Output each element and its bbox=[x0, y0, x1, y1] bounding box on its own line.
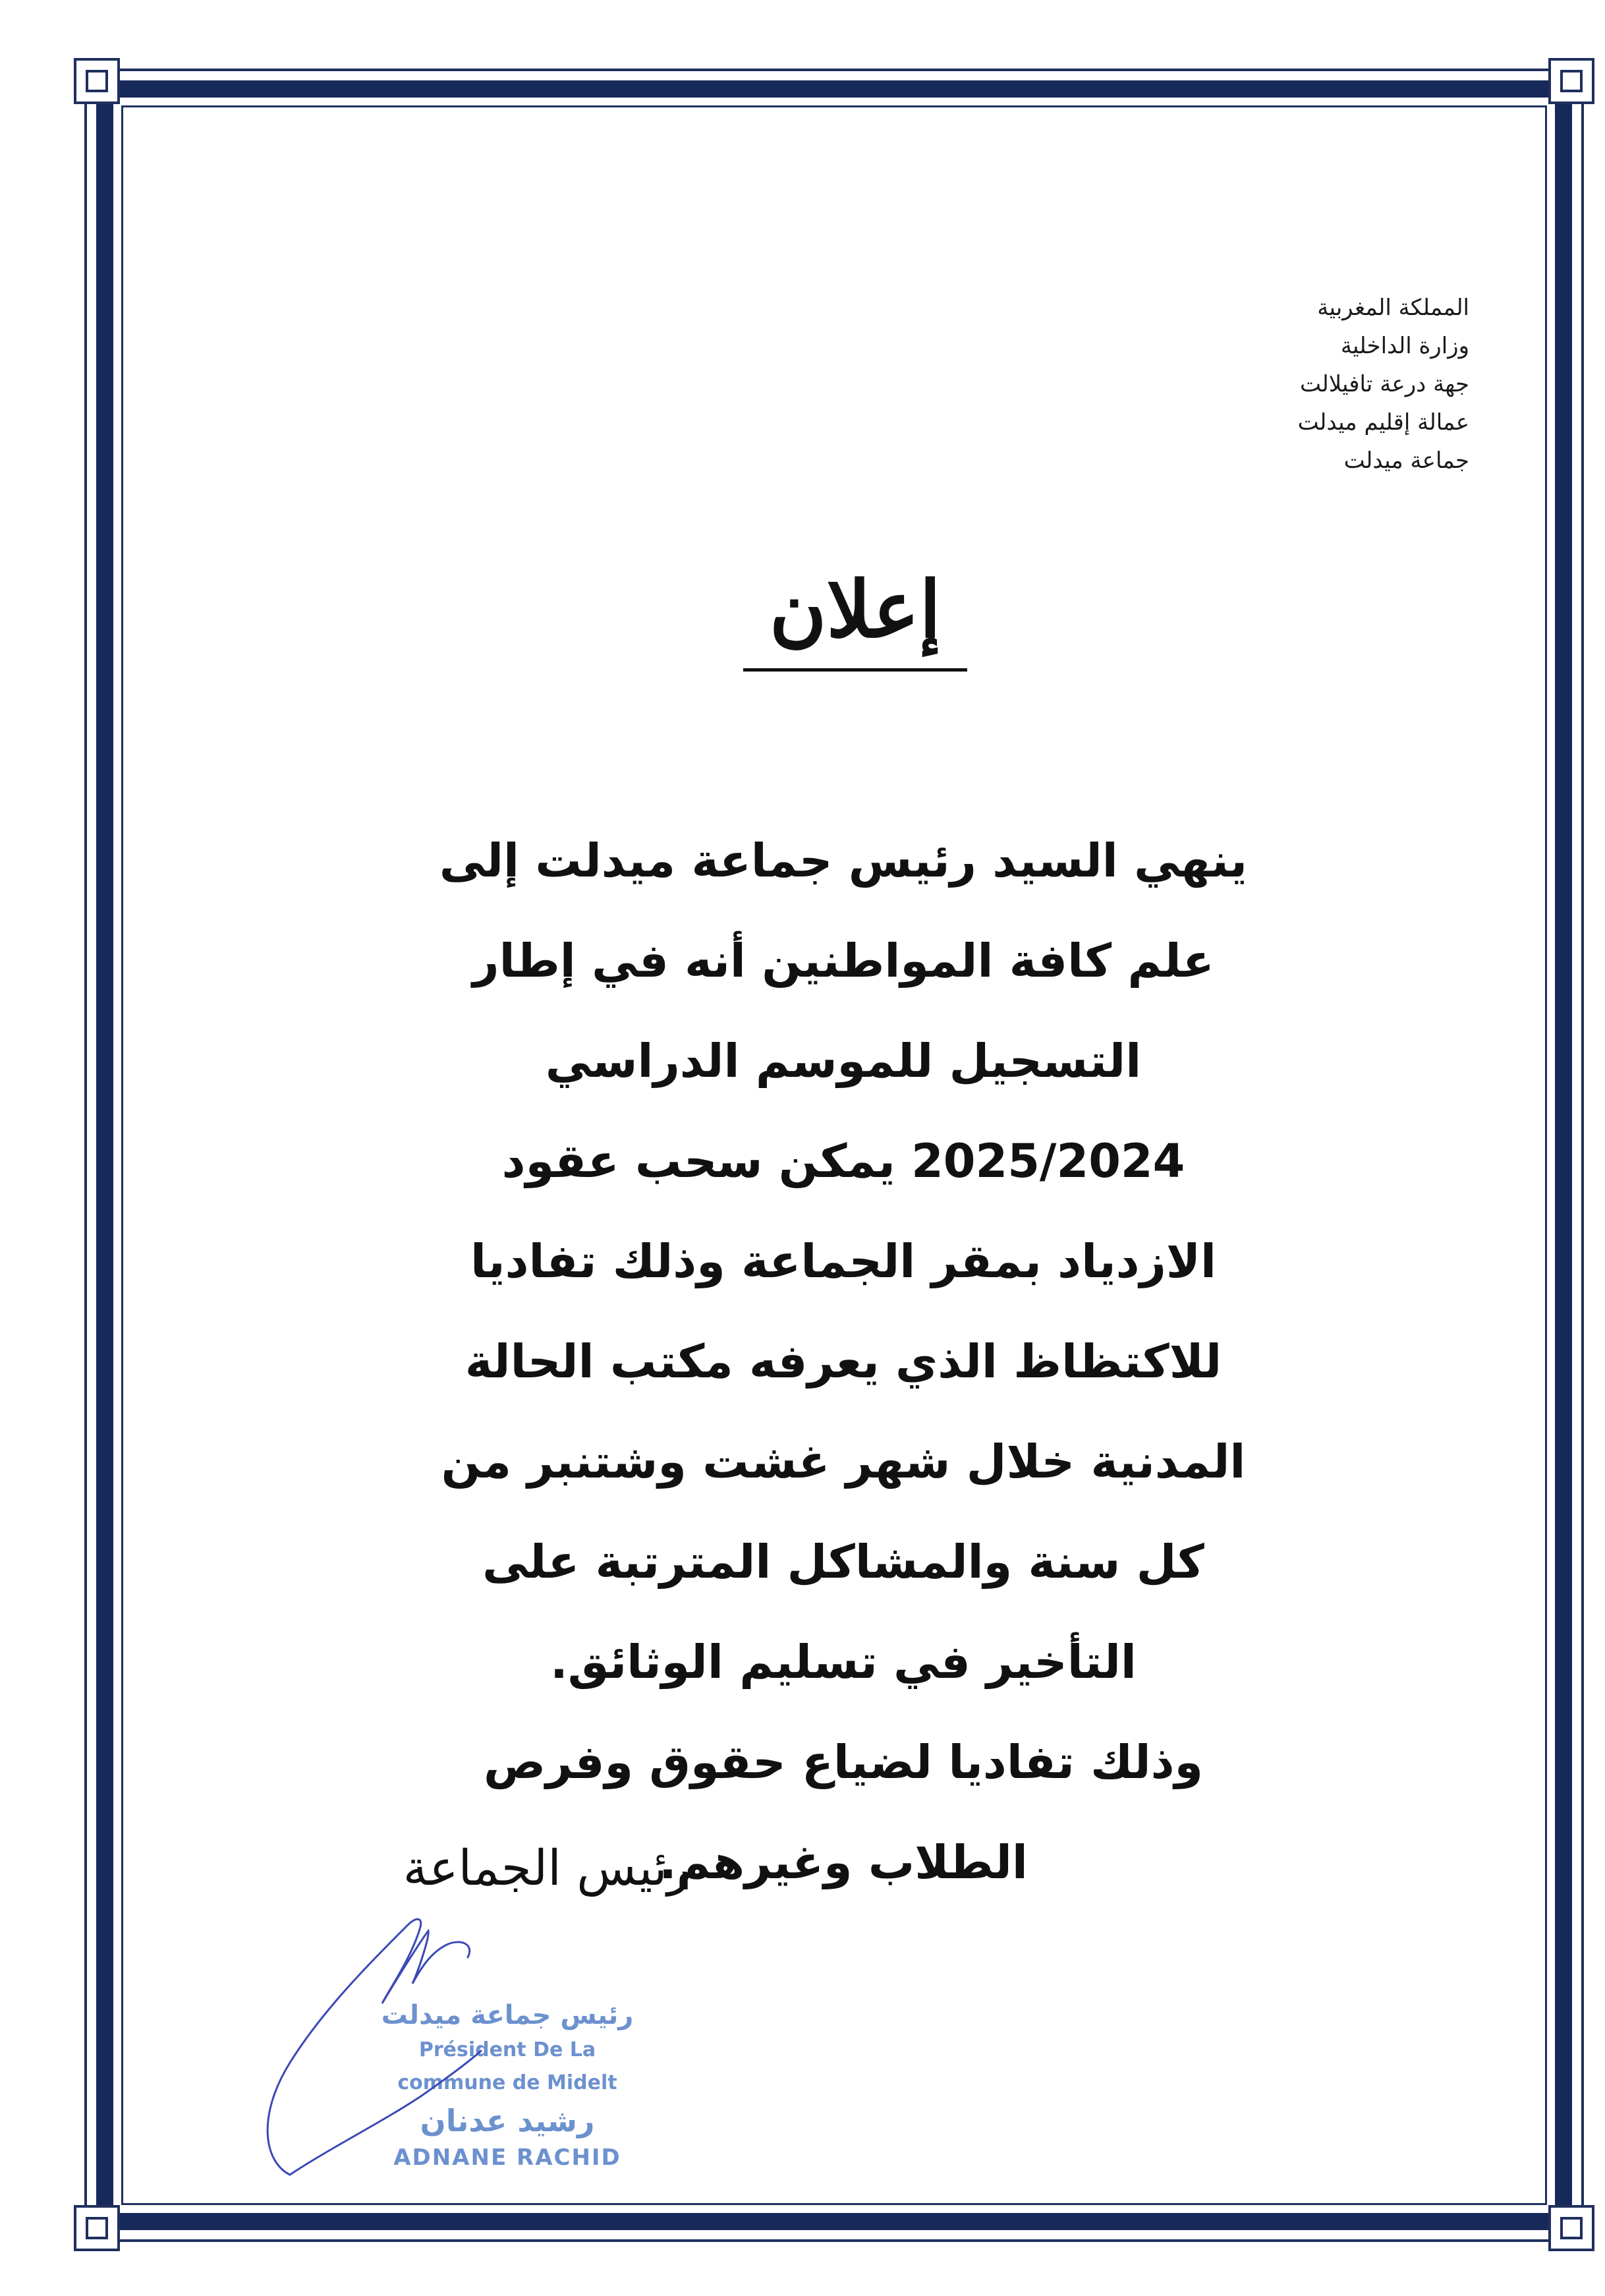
stamp-line-latin-name: ADNANE RACHID bbox=[393, 2144, 621, 2171]
announcement-title: إعلان bbox=[769, 563, 942, 655]
frame-corner-bottom-left bbox=[74, 2205, 120, 2251]
frame-corner-top-right bbox=[1548, 58, 1594, 104]
letterhead bbox=[1008, 289, 1469, 480]
letterhead-province: عمالة إقليم ميدلت bbox=[1297, 409, 1469, 436]
letterhead-region: جهة درعة تافيلالت bbox=[1300, 371, 1469, 397]
stamp-line-french-title: Président De La commune de Midelt bbox=[397, 2038, 617, 2094]
body-paragraph-2: وذلك تفاديا لضياع حقوق وفرص الطلاب وغيرهم. bbox=[483, 1735, 1204, 1889]
announcement-body bbox=[422, 811, 1265, 1912]
body-paragraph-1: ينهي السيد رئيس جماعة ميدلت إلى علم كافة المواطنين أنه في إطار التسجيل للموسم الدراسي 2025/2024 يمكن سحب عقود الازدياد بمقر الجماعة وذلك تفاديا للاكتظاظ الذي يعرفه مكتب الحالة المدنية خلال شهر غشت وشتنبر من كل سنة والمشاكل المترتبة على التأخير في تسليم الوثائق. bbox=[439, 834, 1248, 1689]
letterhead-commune: جماعة ميدلت bbox=[1343, 447, 1469, 474]
handwritten-signature bbox=[250, 1898, 553, 2188]
stamp-line-arabic-name: رشيد عدنان bbox=[420, 2103, 595, 2138]
stamp-line-arabic-title: رئيس جماعة ميدلت bbox=[381, 2000, 634, 2030]
frame-corner-bottom-right bbox=[1548, 2205, 1594, 2251]
frame-corner-top-left bbox=[74, 58, 120, 104]
letterhead-kingdom: المملكة المغربية bbox=[1317, 295, 1469, 321]
signatory-title: رئيس الجماعة bbox=[403, 1840, 691, 1897]
title-underline bbox=[743, 668, 967, 672]
letterhead-ministry: وزارة الداخلية bbox=[1340, 333, 1469, 359]
